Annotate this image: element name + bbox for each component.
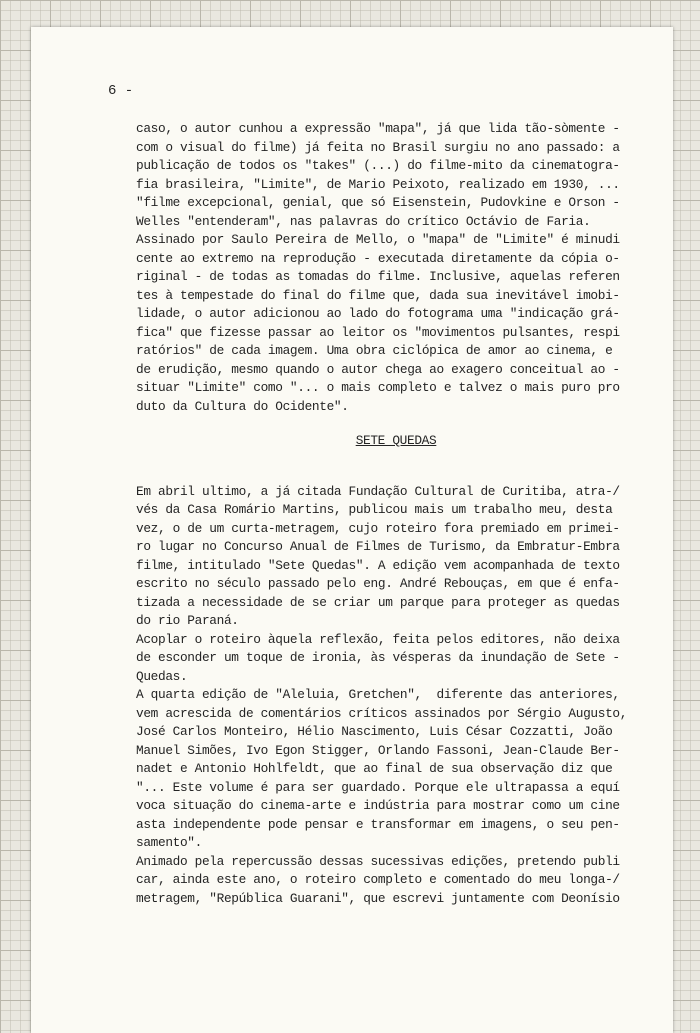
text-line: asta independente pode pensar e transformar em imagens, o seu pen- bbox=[136, 816, 620, 832]
text-line: situar "Limite" como "... o mais completo e talvez o mais puro pro bbox=[136, 380, 620, 395]
text-line: vez, o de um curta-metragem, cujo roteiro fora premiado em primei- bbox=[136, 520, 620, 536]
text-line: escrito no século passado pelo eng. André Rebouças, em que é enfa- bbox=[136, 576, 620, 591]
text-line: lidade, o autor adicionou ao lado do fotograma uma "indicação grá- bbox=[136, 306, 620, 321]
text-line: "... Este volume é para ser guardado. Porque ele ultrapassa a equí bbox=[136, 779, 620, 795]
text-line: de erudição, mesmo quando o autor chega ao exagero conceitual ao - bbox=[136, 361, 620, 377]
text-line: ro lugar no Concurso Anual de Filmes de Turismo, da Embratur-Embra bbox=[136, 539, 620, 554]
text-line: car, ainda este ano, o roteiro completo e comentado do meu longa-/ bbox=[136, 872, 620, 887]
text-line: fica" que fizesse passar ao leitor os "movimentos pulsantes, respi bbox=[136, 324, 620, 340]
text-line: "filme excepcional, genial, que só Eisenstein, Pudovkine e Orson - bbox=[136, 195, 620, 210]
text-line: José Carlos Monteiro, Hélio Nascimento, Luis César Cozzatti, João bbox=[136, 724, 613, 739]
text-line: fia brasileira, "Limite", de Mario Peixoto, realizado em 1930, ... bbox=[136, 176, 620, 192]
text-line: Assinado por Saulo Pereira de Mello, o "mapa" de "Limite" é minudi bbox=[136, 232, 620, 247]
text-line: samento". bbox=[136, 835, 202, 850]
text-line: Manuel Simões, Ivo Egon Stigger, Orlando Fassoni, Jean-Claude Ber- bbox=[136, 742, 620, 758]
section-heading: SETE QUEDAS bbox=[355, 433, 437, 448]
text-line: ratórios" de cada imagem. Uma obra ciclópica de amor ao cinema, e bbox=[136, 343, 613, 358]
paragraph-sete-quedas bbox=[136, 483, 656, 909]
text-line: Animado pela repercussão dessas sucessivas edições, pretendo publi bbox=[136, 853, 620, 869]
text-line: do rio Paraná. bbox=[136, 613, 239, 628]
text-line: tizada a necessidade de se criar um parque para proteger as quedas bbox=[136, 594, 620, 610]
text-line: duto da Cultura do Ocidente". bbox=[136, 398, 349, 414]
text-line: Welles "entenderam", nas palavras do crítico Octávio de Faria. bbox=[136, 213, 591, 229]
text-line: caso, o autor cunhou a expressão "mapa", já que lida tão-sòmente - bbox=[136, 121, 620, 136]
text-line: de esconder um toque de ironia, às vésperas da inundação de Sete - bbox=[136, 650, 620, 665]
text-line: voca situação do cinema-arte e indústria para mostrar como um cine bbox=[136, 798, 620, 813]
text-line: publicação de todos os "takes" (...) do filme-mito da cinematogra- bbox=[136, 158, 620, 173]
typed-text-body bbox=[136, 120, 656, 908]
text-line: vés da Casa Romário Martins, publicou mais um trabalho meu, desta bbox=[136, 502, 613, 517]
text-line: riginal - de todas as tomadas do filme. Inclusive, aquelas referen bbox=[136, 269, 620, 284]
text-line: metragem, "República Guarani", que escrevi juntamente com Deonísio bbox=[136, 890, 620, 906]
text-line: com o visual do filme) já feita no Brasil surgiu no ano passado: a bbox=[136, 139, 620, 155]
page-number: 6 - bbox=[108, 83, 134, 99]
text-line: Acoplar o roteiro àquela reflexão, feita pelos editores, não deixa bbox=[136, 631, 620, 647]
text-line: vem acrescida de comentários críticos assinados por Sérgio Augusto, bbox=[136, 705, 628, 721]
text-line: tes à tempestade do final do filme que, dada sua inevitável imobi- bbox=[136, 287, 620, 303]
paragraph-mapa-limite bbox=[136, 120, 656, 416]
text-line: Em abril ultimo, a já citada Fundação Cultural de Curitiba, atra-/ bbox=[136, 483, 620, 499]
text-line: nadet e Antonio Hohlfeldt, que ao final de sua observação diz que bbox=[136, 761, 613, 776]
text-line: Quedas. bbox=[136, 668, 188, 684]
text-line: A quarta edição de "Aleluia, Gretchen", diferente das anteriores, bbox=[136, 687, 620, 702]
text-line: filme, intitulado "Sete Quedas". A edição vem acompanhada de texto bbox=[136, 557, 620, 573]
text-line: cente ao extremo na reprodução - executada diretamente da cópia o- bbox=[136, 250, 620, 266]
